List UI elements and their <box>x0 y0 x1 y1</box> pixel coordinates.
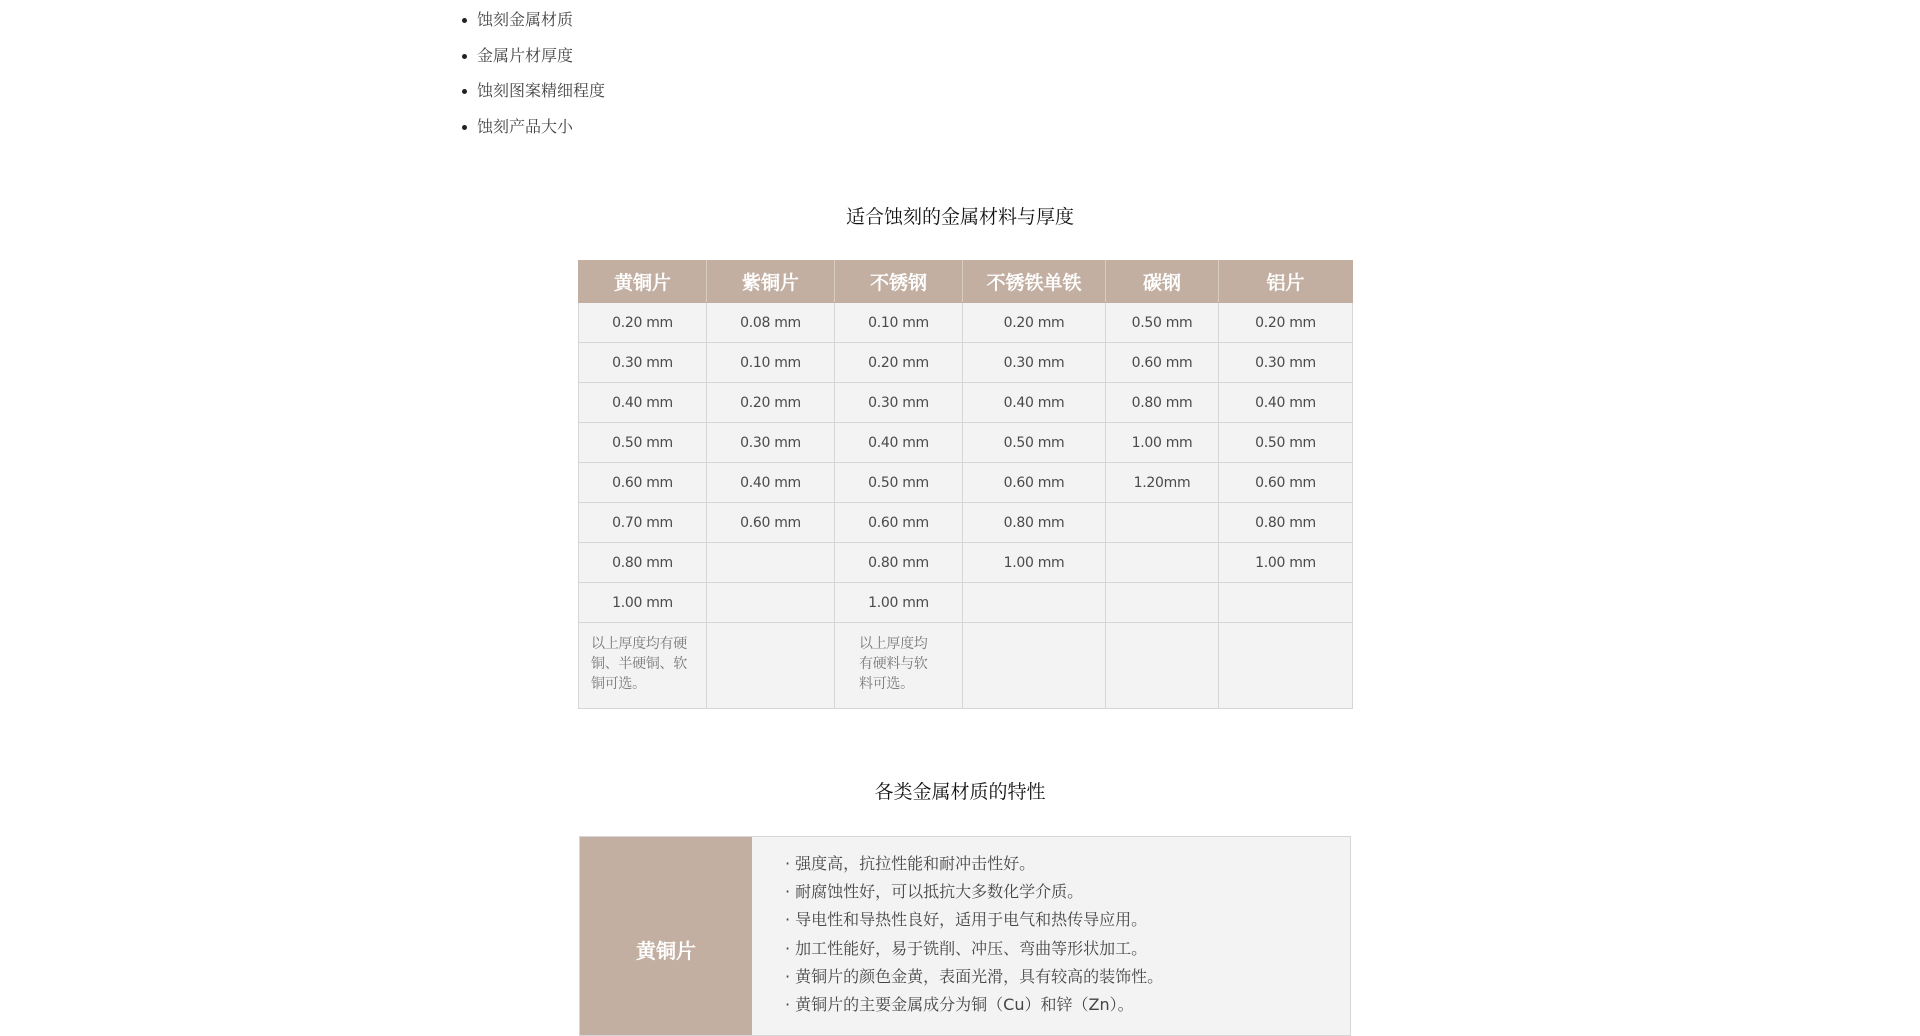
table-cell: 0.80 mm <box>1106 383 1219 423</box>
table-note-cell <box>1219 623 1353 709</box>
table-cell: 0.40 mm <box>963 383 1106 423</box>
table-cell: 1.00 mm <box>1106 423 1219 463</box>
property-line: · 黄铜片的主要金属成分为铜（Cu）和锌（Zn）。 <box>785 994 1134 1014</box>
table-cell: 0.60 mm <box>579 463 707 503</box>
list-item-text: 蚀刻产品大小 <box>477 116 574 136</box>
list-item <box>461 114 605 150</box>
material-property-list <box>785 850 1163 1019</box>
bullet-icon <box>462 89 467 94</box>
table-row <box>579 583 1353 623</box>
thickness-table <box>578 260 1353 709</box>
table-cell: 0.60 mm <box>963 463 1106 503</box>
table-cell <box>1219 583 1353 623</box>
table-cell <box>707 583 835 623</box>
column-header: 碳钢 <box>1106 261 1219 303</box>
column-header: 不锈铁单铁 <box>963 261 1106 303</box>
list-item <box>461 78 605 114</box>
bullet-icon <box>462 125 467 130</box>
table-cell: 0.60 mm <box>1106 343 1219 383</box>
table-cell: 0.80 mm <box>1219 503 1353 543</box>
table-note-cell: 以上厚度均有硬铜、半硬铜、软铜可选。 <box>579 623 707 709</box>
table-cell: 0.80 mm <box>835 543 963 583</box>
material-label: 黄铜片 <box>580 837 752 1035</box>
table-header-row <box>579 261 1353 303</box>
table-note-row <box>579 623 1353 709</box>
column-header: 黄铜片 <box>579 261 707 303</box>
column-header: 铝片 <box>1219 261 1353 303</box>
table-cell <box>963 583 1106 623</box>
material-property-block <box>579 836 1351 1036</box>
table-cell: 1.00 mm <box>579 583 707 623</box>
table-cell: 0.60 mm <box>707 503 835 543</box>
table-cell: 0.08 mm <box>707 303 835 343</box>
list-item-text: 蚀刻金属材质 <box>477 10 574 29</box>
property-line: · 强度高，抗拉性能和耐冲击性好。 <box>785 854 1036 873</box>
table-cell: 0.50 mm <box>579 423 707 463</box>
table-cell: 0.20 mm <box>1219 303 1353 343</box>
table-cell: 0.60 mm <box>835 503 963 543</box>
table-row <box>579 383 1353 423</box>
column-header: 紫铜片 <box>707 261 835 303</box>
bullet-icon <box>462 54 467 59</box>
table-cell: 0.30 mm <box>579 343 707 383</box>
table-row <box>579 343 1353 383</box>
table-row <box>579 423 1353 463</box>
table-cell: 0.40 mm <box>579 383 707 423</box>
table-cell: 1.00 mm <box>835 583 963 623</box>
table-cell: 0.40 mm <box>1219 383 1353 423</box>
table-cell: 0.20 mm <box>579 303 707 343</box>
table-cell <box>707 543 835 583</box>
bullet-icon <box>462 18 467 23</box>
table-cell: 0.30 mm <box>1219 343 1353 383</box>
table-cell: 1.20mm <box>1106 463 1219 503</box>
table-note-cell <box>1106 623 1219 709</box>
property-line: · 加工性能好，易于铣削、冲压、弯曲等形状加工。 <box>785 938 1148 958</box>
table-cell <box>1106 503 1219 543</box>
table-cell: 1.00 mm <box>963 543 1106 583</box>
table-cell: 0.70 mm <box>579 503 707 543</box>
list-item-text: 蚀刻图案精细程度 <box>477 81 606 100</box>
thickness-section-title: 适合蚀刻的金属材料与厚度 <box>845 206 1074 228</box>
table-cell: 0.80 mm <box>579 543 707 583</box>
table-cell: 0.50 mm <box>835 463 963 503</box>
property-line: · 黄铜片的颜色金黄，表面光滑，具有较高的装饰性。 <box>785 966 1164 986</box>
table-note-cell: 以上厚度均有硬料与软料可选。 <box>835 623 963 709</box>
list-item-text: 金属片材厚度 <box>477 45 574 65</box>
property-line: · 导电性和导热性良好，适用于电气和热传导应用。 <box>785 910 1148 930</box>
table-cell: 0.20 mm <box>963 303 1106 343</box>
table-cell: 0.10 mm <box>707 343 835 383</box>
table-cell <box>1106 583 1219 623</box>
table-note-cell <box>963 623 1106 709</box>
table-cell: 0.80 mm <box>963 503 1106 543</box>
column-header: 不锈钢 <box>835 261 963 303</box>
table-cell <box>1106 543 1219 583</box>
table-cell: 0.30 mm <box>707 423 835 463</box>
properties-section-title: 各类金属材质的特性 <box>874 781 1046 803</box>
list-item <box>461 43 605 79</box>
property-line: · 耐腐蚀性好，可以抵抗大多数化学介质。 <box>785 882 1084 902</box>
table-cell: 0.10 mm <box>835 303 963 343</box>
table-row <box>579 463 1353 503</box>
table-cell: 0.40 mm <box>835 423 963 463</box>
table-cell: 0.60 mm <box>1219 463 1353 503</box>
table-row <box>579 303 1353 343</box>
table-note-cell <box>707 623 835 709</box>
table-row <box>579 503 1353 543</box>
etching-factor-list <box>461 7 605 149</box>
table-cell: 0.20 mm <box>707 383 835 423</box>
table-cell: 1.00 mm <box>1219 543 1353 583</box>
table-cell: 0.30 mm <box>963 343 1106 383</box>
table-row <box>579 543 1353 583</box>
table-cell: 0.50 mm <box>1219 423 1353 463</box>
table-cell: 0.20 mm <box>835 343 963 383</box>
table-cell: 0.30 mm <box>835 383 963 423</box>
table-cell: 0.40 mm <box>707 463 835 503</box>
table-cell: 0.50 mm <box>963 423 1106 463</box>
table-cell: 0.50 mm <box>1106 303 1219 343</box>
list-item <box>461 7 605 43</box>
